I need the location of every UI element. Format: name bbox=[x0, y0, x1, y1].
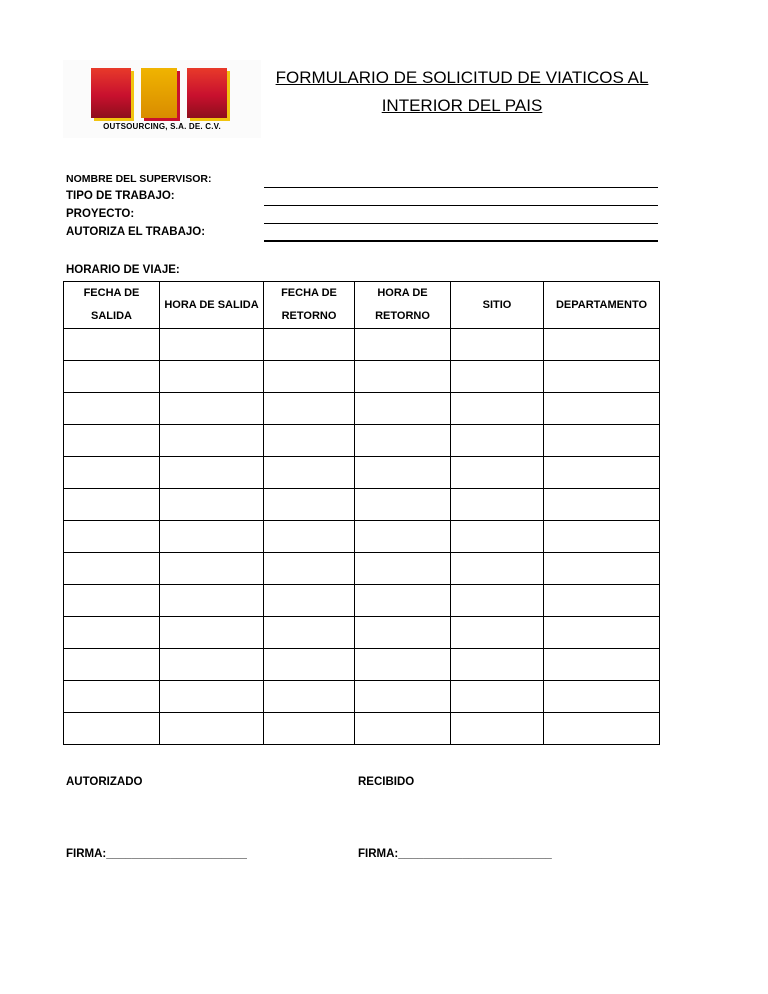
table-cell[interactable] bbox=[544, 553, 660, 585]
logo-company-name: OUTSOURCING, S.A. DE. C.V. bbox=[103, 122, 221, 131]
form-title bbox=[262, 64, 662, 120]
table-cell[interactable] bbox=[264, 521, 355, 553]
table-cell[interactable] bbox=[64, 681, 160, 713]
table-row bbox=[64, 329, 660, 361]
table-cell[interactable] bbox=[355, 681, 451, 713]
table-row bbox=[64, 585, 660, 617]
table-cell[interactable] bbox=[64, 361, 160, 393]
table-body bbox=[64, 329, 660, 745]
table-row bbox=[64, 361, 660, 393]
work-type-field[interactable] bbox=[264, 205, 658, 206]
table-cell[interactable] bbox=[264, 553, 355, 585]
authorizer-field[interactable] bbox=[264, 240, 658, 242]
header-return-time bbox=[355, 282, 451, 329]
table-cell[interactable] bbox=[355, 425, 451, 457]
table-cell[interactable] bbox=[264, 681, 355, 713]
table-cell[interactable] bbox=[451, 617, 544, 649]
header-departure-date-line-2: SALIDA bbox=[91, 310, 132, 322]
table-cell[interactable] bbox=[160, 489, 264, 521]
table-cell[interactable] bbox=[544, 585, 660, 617]
table-cell[interactable] bbox=[160, 393, 264, 425]
supervisor-name-field[interactable] bbox=[264, 187, 658, 188]
table-cell[interactable] bbox=[64, 393, 160, 425]
table-row bbox=[64, 425, 660, 457]
table-cell[interactable] bbox=[160, 553, 264, 585]
table-cell[interactable] bbox=[64, 713, 160, 745]
authorized-signature-field[interactable]: FIRMA:______________________ bbox=[66, 848, 247, 860]
project-field[interactable] bbox=[264, 223, 658, 224]
table-cell[interactable] bbox=[451, 713, 544, 745]
table-cell[interactable] bbox=[355, 713, 451, 745]
table-cell[interactable] bbox=[160, 713, 264, 745]
logo-mark bbox=[89, 64, 235, 120]
table-cell[interactable] bbox=[160, 585, 264, 617]
table-cell[interactable] bbox=[451, 489, 544, 521]
table-cell[interactable] bbox=[451, 329, 544, 361]
table-cell[interactable] bbox=[544, 329, 660, 361]
form-title-line-1: FORMULARIO DE SOLICITUD DE VIATICOS AL bbox=[275, 68, 649, 87]
table-cell[interactable] bbox=[160, 521, 264, 553]
table-cell[interactable] bbox=[451, 681, 544, 713]
table-row bbox=[64, 521, 660, 553]
table-row bbox=[64, 553, 660, 585]
table-cell[interactable] bbox=[160, 649, 264, 681]
table-cell[interactable] bbox=[355, 457, 451, 489]
table-cell[interactable] bbox=[451, 425, 544, 457]
header-departure-date bbox=[64, 282, 160, 329]
table-row bbox=[64, 681, 660, 713]
table-cell[interactable] bbox=[355, 585, 451, 617]
table-cell[interactable] bbox=[264, 585, 355, 617]
table-cell[interactable] bbox=[64, 425, 160, 457]
table-cell[interactable] bbox=[64, 457, 160, 489]
table-cell[interactable] bbox=[160, 681, 264, 713]
table-cell[interactable] bbox=[264, 329, 355, 361]
table-cell[interactable] bbox=[264, 489, 355, 521]
header-site: SITIO bbox=[451, 282, 544, 329]
header-return-date bbox=[264, 282, 355, 329]
header-return-date-line-1: FECHA DE bbox=[281, 287, 337, 299]
table-cell[interactable] bbox=[160, 361, 264, 393]
table-row bbox=[64, 489, 660, 521]
received-signature-field[interactable]: FIRMA:________________________ bbox=[358, 848, 552, 860]
table-cell[interactable] bbox=[544, 361, 660, 393]
table-cell[interactable] bbox=[451, 521, 544, 553]
table-cell[interactable] bbox=[64, 521, 160, 553]
table-cell[interactable] bbox=[355, 617, 451, 649]
table-row bbox=[64, 617, 660, 649]
table-cell[interactable] bbox=[544, 681, 660, 713]
header-departure-time: HORA DE SALIDA bbox=[160, 282, 264, 329]
header-return-time-line-1: HORA DE bbox=[377, 287, 428, 299]
header-return-date-line-2: RETORNO bbox=[281, 310, 337, 322]
table-cell[interactable] bbox=[355, 393, 451, 425]
authorized-label: AUTORIZADO bbox=[66, 776, 143, 788]
table-cell[interactable] bbox=[64, 489, 160, 521]
table-cell[interactable] bbox=[451, 553, 544, 585]
table-cell[interactable] bbox=[544, 489, 660, 521]
table-cell[interactable] bbox=[544, 649, 660, 681]
table-cell[interactable] bbox=[64, 649, 160, 681]
table-cell[interactable] bbox=[264, 649, 355, 681]
table-cell[interactable] bbox=[544, 617, 660, 649]
table-cell[interactable] bbox=[355, 521, 451, 553]
table-header-row bbox=[64, 282, 660, 329]
authorizer-label: AUTORIZA EL TRABAJO: bbox=[66, 226, 206, 238]
table-cell[interactable] bbox=[64, 329, 160, 361]
table-cell[interactable] bbox=[451, 585, 544, 617]
logo-letter-h-right bbox=[187, 68, 227, 118]
table-row bbox=[64, 713, 660, 745]
table-cell[interactable] bbox=[451, 393, 544, 425]
table-cell[interactable] bbox=[451, 457, 544, 489]
project-label: PROYECTO: bbox=[66, 208, 135, 220]
work-type-label: TIPO DE TRABAJO: bbox=[66, 190, 175, 202]
table-cell[interactable] bbox=[160, 425, 264, 457]
table-cell[interactable] bbox=[160, 457, 264, 489]
table-cell[interactable] bbox=[264, 361, 355, 393]
table-cell[interactable] bbox=[160, 329, 264, 361]
header-return-time-line-2: RETORNO bbox=[375, 310, 430, 322]
table-cell[interactable] bbox=[355, 489, 451, 521]
table-cell[interactable] bbox=[355, 329, 451, 361]
header-department: DEPARTAMENTO bbox=[544, 282, 660, 329]
table-cell[interactable] bbox=[264, 713, 355, 745]
table-cell[interactable] bbox=[64, 617, 160, 649]
table-cell[interactable] bbox=[451, 361, 544, 393]
received-label: RECIBIDO bbox=[358, 776, 415, 788]
table-cell[interactable] bbox=[544, 457, 660, 489]
table-row bbox=[64, 649, 660, 681]
table-cell[interactable] bbox=[264, 617, 355, 649]
table-cell[interactable] bbox=[64, 553, 160, 585]
table-cell[interactable] bbox=[64, 585, 160, 617]
form-title-line-2: INTERIOR DEL PAIS bbox=[381, 96, 543, 115]
table-cell[interactable] bbox=[264, 393, 355, 425]
header-departure-date-line-1: FECHA DE bbox=[83, 287, 140, 299]
table-cell[interactable] bbox=[160, 617, 264, 649]
supervisor-name-label: NOMBRE DEL SUPERVISOR: bbox=[66, 173, 212, 185]
table-cell[interactable] bbox=[544, 521, 660, 553]
table-row bbox=[64, 393, 660, 425]
table-cell[interactable] bbox=[264, 425, 355, 457]
travel-schedule-label: HORARIO DE VIAJE: bbox=[66, 264, 180, 276]
table-cell[interactable] bbox=[544, 393, 660, 425]
table-row bbox=[64, 457, 660, 489]
logo-letter-h-left bbox=[91, 68, 131, 118]
travel-schedule-table bbox=[63, 281, 660, 745]
table-cell[interactable] bbox=[355, 649, 451, 681]
table-cell[interactable] bbox=[451, 649, 544, 681]
table-cell[interactable] bbox=[544, 425, 660, 457]
table-cell[interactable] bbox=[355, 361, 451, 393]
table-cell[interactable] bbox=[355, 553, 451, 585]
logo-ampersand bbox=[141, 68, 177, 118]
table-cell[interactable] bbox=[544, 713, 660, 745]
table-cell[interactable] bbox=[264, 457, 355, 489]
company-logo bbox=[63, 60, 261, 138]
